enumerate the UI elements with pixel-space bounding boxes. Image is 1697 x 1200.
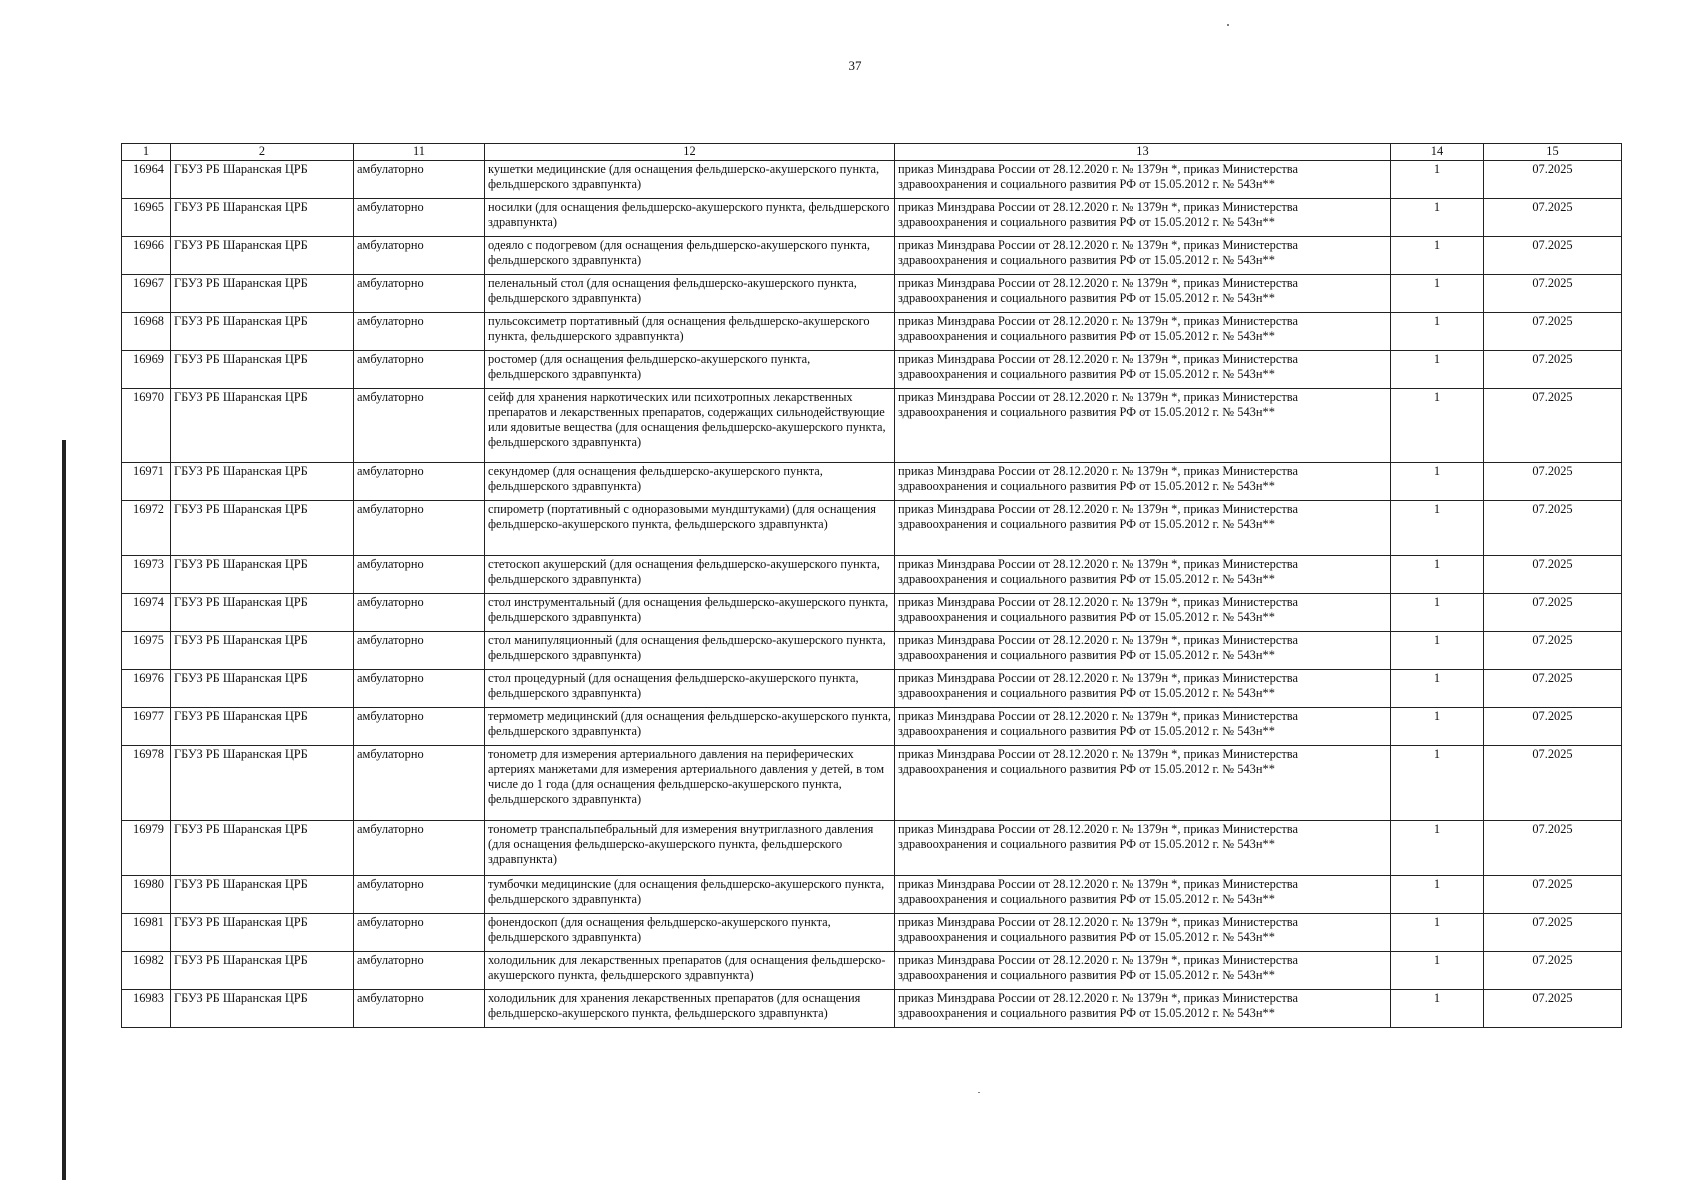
equipment-cell: пульсоксиметр портативный (для оснащения фельдшерско-акушерского пункта, фельдшерского здравпункта) (485, 313, 895, 351)
organization-cell: ГБУЗ РБ Шаранская ЦРБ (171, 632, 354, 670)
care-mode-cell: амбулаторно (354, 708, 485, 746)
organization-cell: ГБУЗ РБ Шаранская ЦРБ (171, 670, 354, 708)
quantity-cell: 1 (1391, 275, 1484, 313)
row-number: 16983 (122, 990, 171, 1028)
date-cell: 07.2025 (1484, 199, 1622, 237)
row-number: 16971 (122, 463, 171, 501)
column-header: 1 (122, 144, 171, 161)
row-number: 16975 (122, 632, 171, 670)
legal-basis-cell: приказ Минздрава России от 28.12.2020 г. № 1379н *, приказ Министерства здравоохранения и социального развития РФ от 15.05.2012 г. № 543н** (895, 876, 1391, 914)
quantity-cell: 1 (1391, 746, 1484, 821)
equipment-cell: стол процедурный (для оснащения фельдшерско-акушерского пункта, фельдшерского здравпункта) (485, 670, 895, 708)
row-number: 16972 (122, 501, 171, 556)
legal-basis-cell: приказ Минздрава России от 28.12.2020 г. № 1379н *, приказ Министерства здравоохранения и социального развития РФ от 15.05.2012 г. № 543н** (895, 351, 1391, 389)
table-row (122, 275, 1622, 313)
date-cell: 07.2025 (1484, 501, 1622, 556)
equipment-cell: спирометр (портативный с одноразовыми мундштуками) (для оснащения фельдшерско-акушерского пункта, фельдшерского здравпункта) (485, 501, 895, 556)
date-cell: 07.2025 (1484, 708, 1622, 746)
legal-basis-cell: приказ Минздрава России от 28.12.2020 г. № 1379н *, приказ Министерства здравоохранения и социального развития РФ от 15.05.2012 г. № 543н** (895, 914, 1391, 952)
quantity-cell: 1 (1391, 463, 1484, 501)
row-number: 16969 (122, 351, 171, 389)
row-number: 16967 (122, 275, 171, 313)
organization-cell: ГБУЗ РБ Шаранская ЦРБ (171, 237, 354, 275)
care-mode-cell: амбулаторно (354, 313, 485, 351)
date-cell: 07.2025 (1484, 821, 1622, 876)
table-row (122, 389, 1622, 463)
table-row (122, 199, 1622, 237)
quantity-cell: 1 (1391, 876, 1484, 914)
organization-cell: ГБУЗ РБ Шаранская ЦРБ (171, 389, 354, 463)
equipment-cell: ростомер (для оснащения фельдшерско-акушерского пункта, фельдшерского здравпункта) (485, 351, 895, 389)
table-row (122, 313, 1622, 351)
row-number: 16974 (122, 594, 171, 632)
legal-basis-cell: приказ Минздрава России от 28.12.2020 г. № 1379н *, приказ Министерства здравоохранения и социального развития РФ от 15.05.2012 г. № 543н** (895, 199, 1391, 237)
equipment-cell: пеленальный стол (для оснащения фельдшерско-акушерского пункта, фельдшерского здравпункта) (485, 275, 895, 313)
page-number: 37 (848, 58, 862, 73)
equipment-cell: носилки (для оснащения фельдшерско-акушерского пункта, фельдшерского здравпункта) (485, 199, 895, 237)
legal-basis-cell: приказ Минздрава России от 28.12.2020 г. № 1379н *, приказ Министерства здравоохранения и социального развития РФ от 15.05.2012 г. № 543н** (895, 161, 1391, 199)
table-row (122, 556, 1622, 594)
quantity-cell: 1 (1391, 161, 1484, 199)
table-row (122, 670, 1622, 708)
organization-cell: ГБУЗ РБ Шаранская ЦРБ (171, 351, 354, 389)
table-row (122, 746, 1622, 821)
legal-basis-cell: приказ Минздрава России от 28.12.2020 г. № 1379н *, приказ Министерства здравоохранения и социального развития РФ от 15.05.2012 г. № 543н** (895, 952, 1391, 990)
row-number: 16976 (122, 670, 171, 708)
equipment-cell: стол манипуляционный (для оснащения фельдшерско-акушерского пункта, фельдшерского здравпункта) (485, 632, 895, 670)
equipment-cell: одеяло с подогревом (для оснащения фельдшерско-акушерского пункта, фельдшерского здравпункта) (485, 237, 895, 275)
date-cell: 07.2025 (1484, 876, 1622, 914)
care-mode-cell: амбулаторно (354, 351, 485, 389)
date-cell: 07.2025 (1484, 313, 1622, 351)
care-mode-cell: амбулаторно (354, 632, 485, 670)
date-cell: 07.2025 (1484, 746, 1622, 821)
care-mode-cell: амбулаторно (354, 556, 485, 594)
care-mode-cell: амбулаторно (354, 237, 485, 275)
row-number: 16978 (122, 746, 171, 821)
table-row (122, 594, 1622, 632)
date-cell: 07.2025 (1484, 914, 1622, 952)
table-row (122, 708, 1622, 746)
table-row (122, 161, 1622, 199)
organization-cell: ГБУЗ РБ Шаранская ЦРБ (171, 501, 354, 556)
care-mode-cell: амбулаторно (354, 463, 485, 501)
row-number: 16968 (122, 313, 171, 351)
legal-basis-cell: приказ Минздрава России от 28.12.2020 г. № 1379н *, приказ Министерства здравоохранения и социального развития РФ от 15.05.2012 г. № 543н** (895, 313, 1391, 351)
care-mode-cell: амбулаторно (354, 199, 485, 237)
row-number: 16982 (122, 952, 171, 990)
quantity-cell: 1 (1391, 952, 1484, 990)
legal-basis-cell: приказ Минздрава России от 28.12.2020 г. № 1379н *, приказ Министерства здравоохранения и социального развития РФ от 15.05.2012 г. № 543н** (895, 670, 1391, 708)
row-number: 16973 (122, 556, 171, 594)
table-row (122, 237, 1622, 275)
organization-cell: ГБУЗ РБ Шаранская ЦРБ (171, 199, 354, 237)
legal-basis-cell: приказ Минздрава России от 28.12.2020 г. № 1379н *, приказ Министерства здравоохранения и социального развития РФ от 15.05.2012 г. № 543н** (895, 990, 1391, 1028)
equipment-cell: тонометр транспальпебральный для измерения внутриглазного давления (для оснащения фельдшерско-акушерского пункта, фельдшерского здравпункта) (485, 821, 895, 876)
table-row (122, 351, 1622, 389)
table-row (122, 463, 1622, 501)
organization-cell: ГБУЗ РБ Шаранская ЦРБ (171, 821, 354, 876)
date-cell: 07.2025 (1484, 389, 1622, 463)
equipment-cell: фонендоскоп (для оснащения фельдшерско-акушерского пункта, фельдшерского здравпункта) (485, 914, 895, 952)
organization-cell: ГБУЗ РБ Шаранская ЦРБ (171, 990, 354, 1028)
scan-speck (978, 1092, 980, 1093)
quantity-cell: 1 (1391, 670, 1484, 708)
quantity-cell: 1 (1391, 351, 1484, 389)
date-cell: 07.2025 (1484, 990, 1622, 1028)
table-row (122, 632, 1622, 670)
column-header: 15 (1484, 144, 1622, 161)
row-number: 16981 (122, 914, 171, 952)
table-row (122, 876, 1622, 914)
table-row (122, 821, 1622, 876)
row-number: 16970 (122, 389, 171, 463)
equipment-cell: тонометр для измерения артериального давления на периферических артериях манжетами для измерения артериального давления у детей, в том числе до 1 года (для оснащения фельдшерско-акушерского пункта, фельдшерского здравпункта) (485, 746, 895, 821)
care-mode-cell: амбулаторно (354, 594, 485, 632)
date-cell: 07.2025 (1484, 594, 1622, 632)
scan-margin-line (62, 440, 66, 1180)
quantity-cell: 1 (1391, 501, 1484, 556)
date-cell: 07.2025 (1484, 161, 1622, 199)
legal-basis-cell: приказ Минздрава России от 28.12.2020 г. № 1379н *, приказ Министерства здравоохранения и социального развития РФ от 15.05.2012 г. № 543н** (895, 463, 1391, 501)
organization-cell: ГБУЗ РБ Шаранская ЦРБ (171, 313, 354, 351)
care-mode-cell: амбулаторно (354, 952, 485, 990)
row-number: 16964 (122, 161, 171, 199)
table-row (122, 990, 1622, 1028)
quantity-cell: 1 (1391, 237, 1484, 275)
quantity-cell: 1 (1391, 821, 1484, 876)
care-mode-cell: амбулаторно (354, 670, 485, 708)
quantity-cell: 1 (1391, 199, 1484, 237)
legal-basis-cell: приказ Минздрава России от 28.12.2020 г. № 1379н *, приказ Министерства здравоохранения и социального развития РФ от 15.05.2012 г. № 543н** (895, 389, 1391, 463)
quantity-cell: 1 (1391, 389, 1484, 463)
equipment-table (121, 143, 1622, 1028)
date-cell: 07.2025 (1484, 237, 1622, 275)
date-cell: 07.2025 (1484, 463, 1622, 501)
table-row (122, 952, 1622, 990)
legal-basis-cell: приказ Минздрава России от 28.12.2020 г. № 1379н *, приказ Министерства здравоохранения и социального развития РФ от 15.05.2012 г. № 543н** (895, 708, 1391, 746)
organization-cell: ГБУЗ РБ Шаранская ЦРБ (171, 876, 354, 914)
table-row (122, 501, 1622, 556)
care-mode-cell: амбулаторно (354, 161, 485, 199)
row-number: 16966 (122, 237, 171, 275)
quantity-cell: 1 (1391, 990, 1484, 1028)
column-header: 13 (895, 144, 1391, 161)
organization-cell: ГБУЗ РБ Шаранская ЦРБ (171, 914, 354, 952)
date-cell: 07.2025 (1484, 556, 1622, 594)
quantity-cell: 1 (1391, 594, 1484, 632)
table-row (122, 914, 1622, 952)
organization-cell: ГБУЗ РБ Шаранская ЦРБ (171, 275, 354, 313)
quantity-cell: 1 (1391, 632, 1484, 670)
organization-cell: ГБУЗ РБ Шаранская ЦРБ (171, 708, 354, 746)
legal-basis-cell: приказ Минздрава России от 28.12.2020 г. № 1379н *, приказ Министерства здравоохранения и социального развития РФ от 15.05.2012 г. № 543н** (895, 275, 1391, 313)
care-mode-cell: амбулаторно (354, 876, 485, 914)
scan-speck (1227, 24, 1229, 26)
equipment-cell: холодильник для хранения лекарственных препаратов (для оснащения фельдшерско-акушерского пункта, фельдшерского здравпункта) (485, 990, 895, 1028)
equipment-cell: сейф для хранения наркотических или психотропных лекарственных препаратов и лекарственных препаратов, содержащих сильнодействующие или ядовитые вещества (для оснащения фельдшерско-акушерского пункта, фельдшерского здравпункта) (485, 389, 895, 463)
column-header: 11 (354, 144, 485, 161)
row-number: 16980 (122, 876, 171, 914)
row-number: 16977 (122, 708, 171, 746)
row-number: 16979 (122, 821, 171, 876)
legal-basis-cell: приказ Минздрава России от 28.12.2020 г. № 1379н *, приказ Министерства здравоохранения и социального развития РФ от 15.05.2012 г. № 543н** (895, 237, 1391, 275)
equipment-cell: стол инструментальный (для оснащения фельдшерско-акушерского пункта, фельдшерского здравпункта) (485, 594, 895, 632)
care-mode-cell: амбулаторно (354, 275, 485, 313)
care-mode-cell: амбулаторно (354, 990, 485, 1028)
organization-cell: ГБУЗ РБ Шаранская ЦРБ (171, 161, 354, 199)
date-cell: 07.2025 (1484, 632, 1622, 670)
quantity-cell: 1 (1391, 708, 1484, 746)
equipment-cell: стетоскоп акушерский (для оснащения фельдшерско-акушерского пункта, фельдшерского здравпункта) (485, 556, 895, 594)
organization-cell: ГБУЗ РБ Шаранская ЦРБ (171, 463, 354, 501)
quantity-cell: 1 (1391, 914, 1484, 952)
care-mode-cell: амбулаторно (354, 501, 485, 556)
legal-basis-cell: приказ Минздрава России от 28.12.2020 г. № 1379н *, приказ Министерства здравоохранения и социального развития РФ от 15.05.2012 г. № 543н** (895, 556, 1391, 594)
organization-cell: ГБУЗ РБ Шаранская ЦРБ (171, 556, 354, 594)
legal-basis-cell: приказ Минздрава России от 28.12.2020 г. № 1379н *, приказ Министерства здравоохранения и социального развития РФ от 15.05.2012 г. № 543н** (895, 632, 1391, 670)
date-cell: 07.2025 (1484, 275, 1622, 313)
column-header: 12 (485, 144, 895, 161)
quantity-cell: 1 (1391, 556, 1484, 594)
column-header: 2 (171, 144, 354, 161)
care-mode-cell: амбулаторно (354, 821, 485, 876)
date-cell: 07.2025 (1484, 351, 1622, 389)
care-mode-cell: амбулаторно (354, 389, 485, 463)
equipment-cell: тумбочки медицинские (для оснащения фельдшерско-акушерского пункта, фельдшерского здравпункта) (485, 876, 895, 914)
row-number: 16965 (122, 199, 171, 237)
equipment-cell: секундомер (для оснащения фельдшерско-акушерского пункта, фельдшерского здравпункта) (485, 463, 895, 501)
column-number-row (122, 144, 1622, 161)
care-mode-cell: амбулаторно (354, 746, 485, 821)
quantity-cell: 1 (1391, 313, 1484, 351)
organization-cell: ГБУЗ РБ Шаранская ЦРБ (171, 746, 354, 821)
equipment-cell: кушетки медицинские (для оснащения фельдшерско-акушерского пункта, фельдшерского здравпункта) (485, 161, 895, 199)
legal-basis-cell: приказ Минздрава России от 28.12.2020 г. № 1379н *, приказ Министерства здравоохранения и социального развития РФ от 15.05.2012 г. № 543н** (895, 746, 1391, 821)
equipment-cell: холодильник для лекарственных препаратов (для оснащения фельдшерско-акушерского пункта, фельдшерского здравпункта) (485, 952, 895, 990)
organization-cell: ГБУЗ РБ Шаранская ЦРБ (171, 594, 354, 632)
column-header: 14 (1391, 144, 1484, 161)
legal-basis-cell: приказ Минздрава России от 28.12.2020 г. № 1379н *, приказ Министерства здравоохранения и социального развития РФ от 15.05.2012 г. № 543н** (895, 501, 1391, 556)
legal-basis-cell: приказ Минздрава России от 28.12.2020 г. № 1379н *, приказ Министерства здравоохранения и социального развития РФ от 15.05.2012 г. № 543н** (895, 821, 1391, 876)
care-mode-cell: амбулаторно (354, 914, 485, 952)
date-cell: 07.2025 (1484, 952, 1622, 990)
legal-basis-cell: приказ Минздрава России от 28.12.2020 г. № 1379н *, приказ Министерства здравоохранения и социального развития РФ от 15.05.2012 г. № 543н** (895, 594, 1391, 632)
equipment-cell: термометр медицинский (для оснащения фельдшерско-акушерского пункта, фельдшерского здравпункта) (485, 708, 895, 746)
organization-cell: ГБУЗ РБ Шаранская ЦРБ (171, 952, 354, 990)
date-cell: 07.2025 (1484, 670, 1622, 708)
